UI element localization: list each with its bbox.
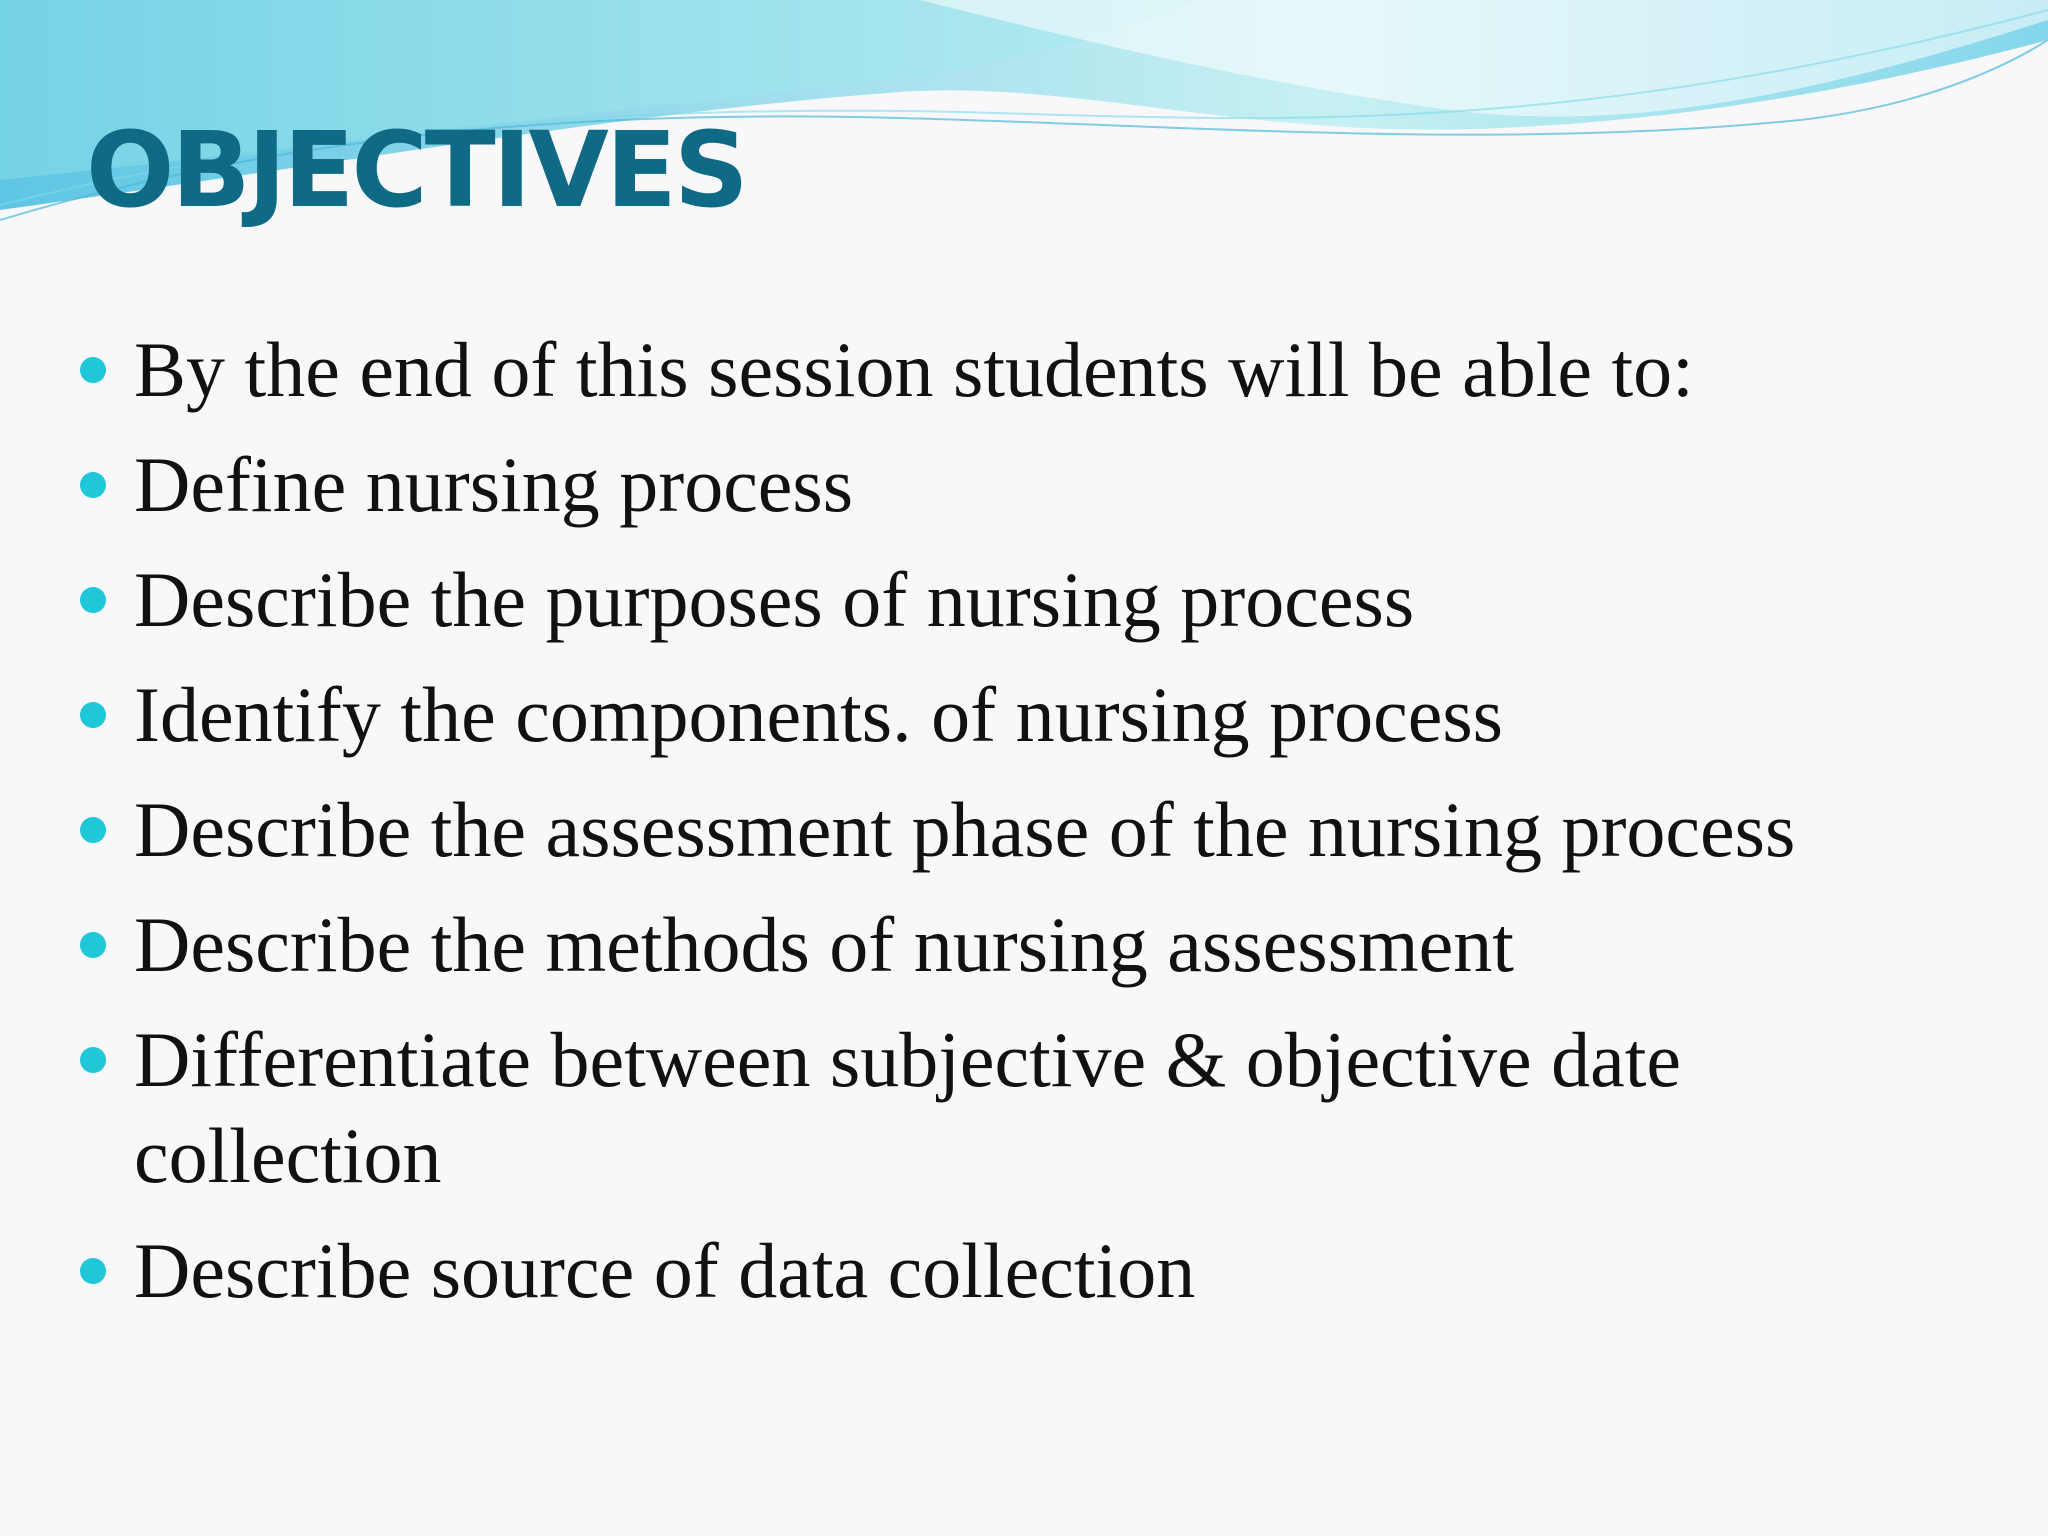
bullet-dot-icon — [80, 472, 106, 498]
list-item — [80, 782, 2000, 878]
list-item-text: Describe the purposes of nursing process — [134, 556, 1415, 643]
bullet-dot-icon — [80, 817, 106, 843]
list-item-text: Describe source of data collection — [134, 1227, 1196, 1314]
list-item — [80, 897, 2000, 993]
bullet-dot-icon — [80, 587, 106, 613]
bullet-dot-icon — [80, 1258, 106, 1284]
bullet-dot-icon — [80, 932, 106, 958]
list-item — [80, 322, 2000, 418]
list-item — [80, 552, 2000, 648]
list-item-text: Define nursing process — [134, 441, 854, 528]
list-item-text: By the end of this session students will be able to: — [134, 326, 1694, 413]
list-item — [80, 437, 2000, 533]
list-item-text: Differentiate between subjective & objective date collection — [134, 1016, 1682, 1199]
slide-title: OBJECTIVES — [86, 109, 746, 231]
list-item — [80, 1012, 2000, 1204]
list-item-text: Describe the methods of nursing assessment — [134, 901, 1514, 988]
bullet-dot-icon — [80, 357, 106, 383]
objectives-list — [80, 322, 2000, 1338]
bullet-dot-icon — [80, 702, 106, 728]
list-item-text: Identify the components. of nursing process — [134, 671, 1504, 758]
list-item — [80, 667, 2000, 763]
list-item — [80, 1223, 2000, 1319]
bullet-dot-icon — [80, 1047, 106, 1073]
list-item-text: Describe the assessment phase of the nursing process — [134, 786, 1796, 873]
